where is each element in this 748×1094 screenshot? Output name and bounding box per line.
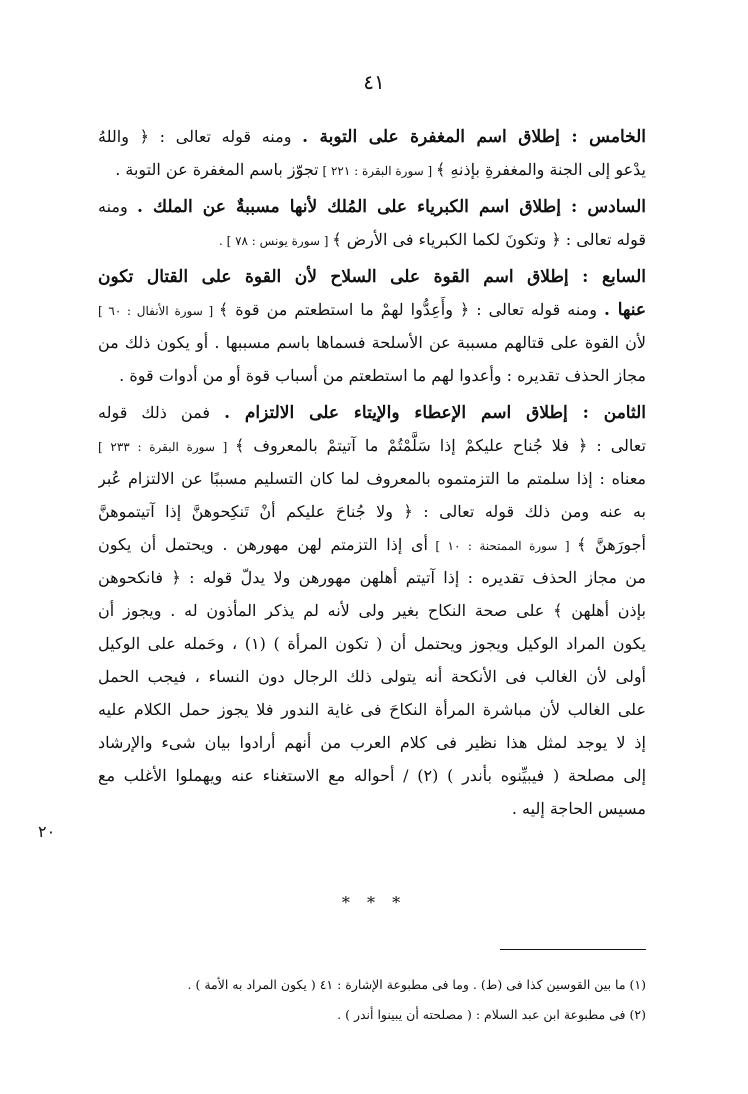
line-text: ومنه [98,197,137,216]
line-text: به عنه ومن ذلك قوله تعالى : ﴿ ولا جُناحَ عليكم أنْ تَنكِحوهنَّ إذا آتيتموهنَّ [98,502,646,521]
text-line [98,594,646,627]
section-heading: الثامن : إطلاق اسم الإعطاء والإيتاء على الالتزام . [224,403,646,423]
text-line [98,190,646,223]
line-text: يكون المراد الوكيل ويجوز ويحتمل أن ( تكون المرأة ) (١) ، وحَمله على الوكيل [98,634,646,653]
footnote-divider [500,949,646,950]
verse-reference: [ سورة الأنفال : ٦٠ ] [98,304,219,318]
text-line [98,120,646,153]
line-text: إلى مصلحة ( فيبيِّنوه بأندر ) (٢) / أحواله مع الاستغناء عنه ويهملوا الأغلب مع [98,766,646,785]
page-number: ٤١ [363,70,385,94]
line-text: مجاز الحذف تقديره : وأعدوا لهم ما استطعتم من أسباب قوة أو من أدوات قوة . [119,366,646,385]
text-line [98,396,646,429]
line-text: أى إذا التزمتم لهن مهورهن . ويحتمل أن يكون [98,535,428,554]
line-text: تعالى : ﴿ فلا جُناح عليكمْ إذا سَلَّمْتُمْ ما آتيتمْ بالمعروف ﴾ [235,436,646,455]
line-text: ومنه قوله تعالى : ﴿ وأَعِدُّوا لهمْ ما استطعتم من قوة ﴾ [218,300,604,319]
text-line [98,429,646,462]
line-text: لأن القوة على قتالهم مسببة عن الأسلحة فسماها باسم مسببها . أو يكون ذلك من [98,333,646,352]
text-line [98,627,646,660]
line-text: أولى لأن الغالب فى الأنكحة أنه يتولى ذلك الرجال دون النساء ، فيجب الحمل [98,667,646,686]
text-line [98,462,646,495]
main-text [98,120,646,825]
line-text: مسيس الحاجة إليه . [511,799,646,818]
margin-line-number: ٢٠ [38,822,56,841]
verse-reference: [ سورة البقرة : ٢٢١ ] [318,164,437,178]
line-text: فمن ذلك قوله [98,403,225,422]
footnotes [98,970,646,1030]
text-line [98,260,646,293]
line-text: أجورَهنَّ ﴾ [576,535,646,554]
line-text: بإذن أهلهن ﴾ على صحة النكاح بغير ولى لأنه لم يذكر المأذون له . ويجوز أن [98,601,646,620]
text-line [98,726,646,759]
line-text: إذ لا يوجد لمثل هذا نظير فى كلام العرب من أنهم أرادوا بيان شىء والإرشاد [98,733,646,752]
verse-reference: [ سورة الممتحنة : ١٠ ] [427,539,577,553]
line-text: معناه : إذا سلمتم ما التزمتموه بالمعروف لما كان التسليم مسببًا عن الالتزام عُبر [98,469,646,488]
text-line [98,528,646,561]
text-line [98,359,646,392]
text-line [98,759,646,792]
line-text: قوله تعالى : ﴿ وتكونَ لكما الكبرياء فى الأرض ﴾ [332,230,646,249]
text-line [98,153,646,186]
section-heading: الخامس : إطلاق اسم المغفرة على التوبة . [302,127,646,147]
line-text: على الغالب لأن مباشرة المرأة النكاحَ فى غاية الندور فلا يجوز حمل الكلام عليه [98,700,646,719]
section-heading: السادس : إطلاق اسم الكبرياء على المُلك لأنها مسببةٌ عن الملك . [136,197,646,217]
line-text: تجوّز باسم المغفرة عن التوبة . [115,160,319,179]
line-text: يدْعو إلى الجنة والمغفرةِ بإذنهِ ﴾ [436,160,646,179]
text-line [98,326,646,359]
verse-reference: [ سورة يونس : ٧٨ ] . [218,234,333,248]
text-line [98,561,646,594]
section-separator: * * * [341,893,407,912]
text-line [98,693,646,726]
section-heading: عنها . [603,300,646,320]
text-line [98,223,646,256]
text-line [98,660,646,693]
line-text: من مجاز الحذف تقديره : إذا آتيتم أهلهن مهورهن ولا يدلّ قوله : ﴿ فانكحوهن [98,568,646,587]
section-heading: السابع : إطلاق اسم القوة على السلاح لأن القوة على القتال تكون [98,267,646,287]
text-line [98,792,646,825]
line-text: ومنه قوله تعالى : ﴿ واللهُ [98,127,303,146]
text-line [98,495,646,528]
text-line [98,293,646,326]
verse-reference: [ سورة البقرة : ٢٣٣ ] [98,440,235,454]
footnote: (٢) فى مطبوعة ابن عبد السلام : ( مصلحته أن يبينوا أندر ) . [337,1007,646,1022]
footnote: (١) ما بين القوسين كذا فى (ط) . وما فى مطبوعة الإشارة : ٤١ ( يكون المراد به الأمة ) . [187,977,646,992]
